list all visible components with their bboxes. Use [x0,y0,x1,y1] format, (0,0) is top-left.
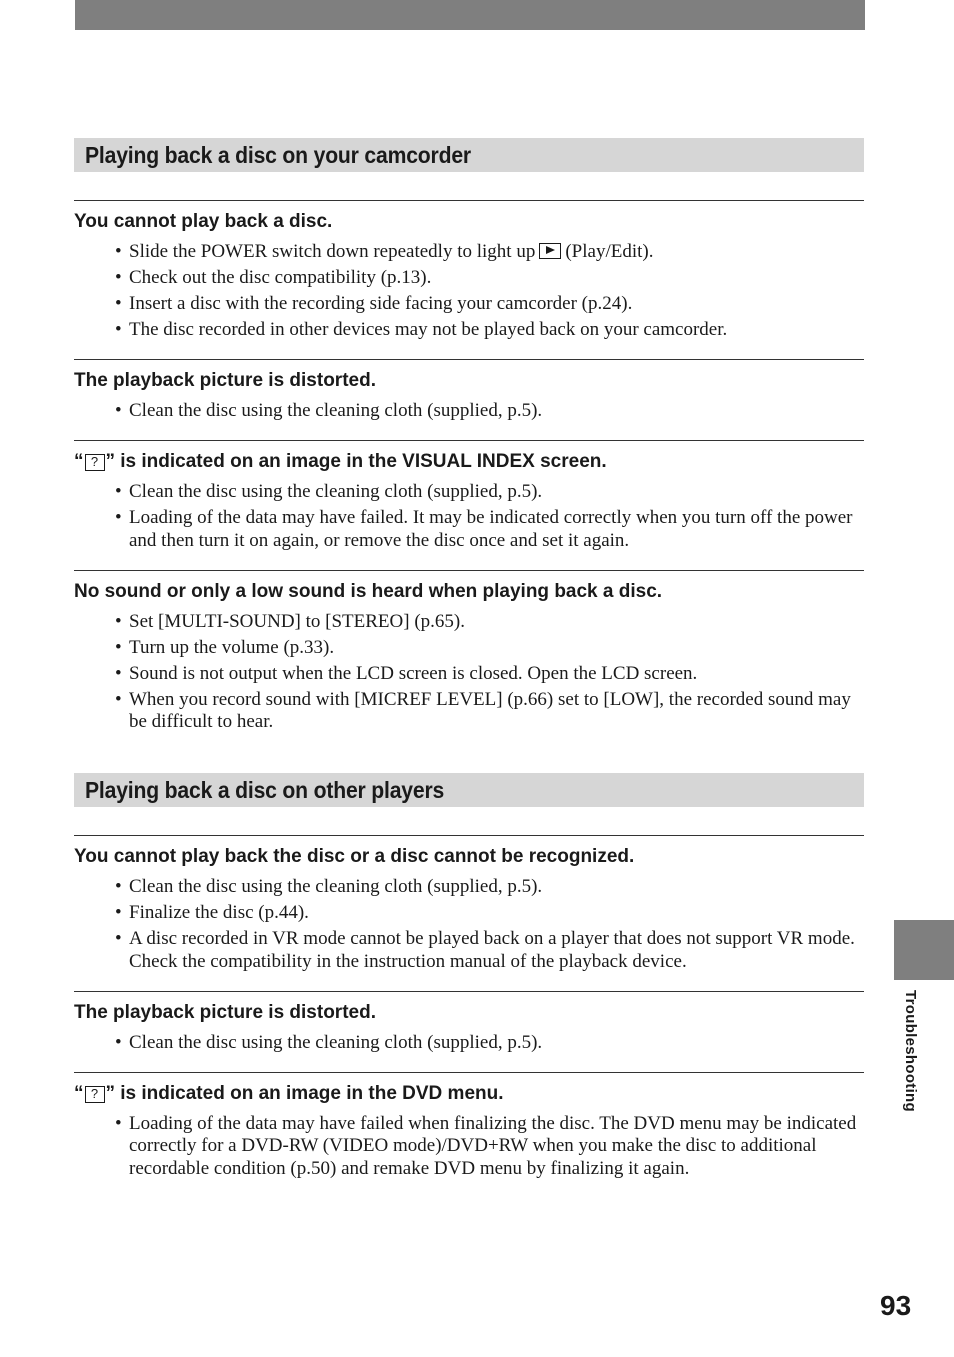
list-item: • Clean the disc using the cleaning cloth (supplied, p.5). [74,481,864,504]
list-item: • When you record sound with [MICREF LEVEL] (p.66) set to [LOW], the recorded sound may be difficult to hear. [74,689,864,734]
issue-picture-distorted-2 [74,991,864,1072]
issue-title: The playback picture is distorted. [74,370,376,391]
issue-cannot-play [74,200,864,359]
list-item [74,241,864,264]
issue-title: The playback picture is distorted. [74,1001,376,1023]
list-item: • Loading of the data may have failed when finalizing the disc. The DVD menu may be indicated correctly for a DVD-RW (VIDEO mode)/DVD+RW when you make the disc to additional recordable condition (p.50) and remake DVD menu by finalizing it again. [74,1113,864,1181]
issue-not-recognized [74,835,864,991]
section-header-camcorder [74,138,864,172]
list-item: • Loading of the data may have failed. It may be indicated correctly when you turn off the power and then turn it on again, or remove the disc once and set it again. [74,507,864,552]
top-header-bar [75,0,865,30]
play-icon [539,243,561,259]
list-item: • Clean the disc using the cleaning cloth (supplied, p.5). [74,876,864,899]
list-item: • The disc recorded in other devices may not be played back on your camcorder. [74,319,864,342]
page-number: 93 [880,1290,912,1321]
list-item: • Sound is not output when the LCD screen is closed. Open the LCD screen. [74,663,864,686]
page-content [74,138,864,1198]
issue-visual-index [74,440,864,570]
list-item: • Set [MULTI-SOUND] to [STEREO] (p.65). [74,611,864,634]
list-item: • Turn up the volume (p.33). [74,637,864,660]
list-item: • Finalize the disc (p.44). [74,902,864,925]
list-item: • Clean the disc using the cleaning cloth (supplied, p.5). [74,400,864,423]
section-header-other-players [74,773,864,807]
issue-title [74,451,864,473]
issue-title: No sound or only a low sound is heard when playing back a disc. [74,580,663,602]
issue-title: You cannot play back a disc. [74,211,333,232]
list-item: • Clean the disc using the cleaning cloth (supplied, p.5). [74,1032,864,1055]
list-item: • Insert a disc with the recording side facing your camcorder (p.24). [74,293,864,316]
side-tab-marker [894,920,954,980]
quote-open: “ [74,1082,84,1104]
section-title: Playing back a disc on other players [85,777,445,803]
quote-open: “ [74,451,84,472]
issue-title [74,1083,864,1105]
list-item: • A disc recorded in VR mode cannot be played back on a player that does not support VR mode. Check the compatibility in the instruction manual of the playback device. [74,928,864,973]
issue-picture-distorted [74,359,864,440]
title-text: ” is indicated on an image in the VISUAL INDEX screen. [105,451,607,472]
issue-no-sound [74,570,864,752]
issue-title: You cannot play back the disc or a disc cannot be recognized. [74,846,635,867]
issue-dvd-menu [74,1072,864,1198]
item-text: Slide the POWER switch down repeatedly to light up [129,241,536,262]
title-text: ” is indicated on an image in the DVD menu. [105,1082,504,1104]
list-item: • Check out the disc compatibility (p.13). [74,267,864,290]
side-chapter-label: Troubleshooting [902,990,919,1112]
question-mark-icon: ? [85,1086,105,1103]
section-title: Playing back a disc on your camcorder [85,142,471,168]
item-text: (Play/Edit). [565,241,654,262]
question-mark-icon: ? [85,454,105,471]
